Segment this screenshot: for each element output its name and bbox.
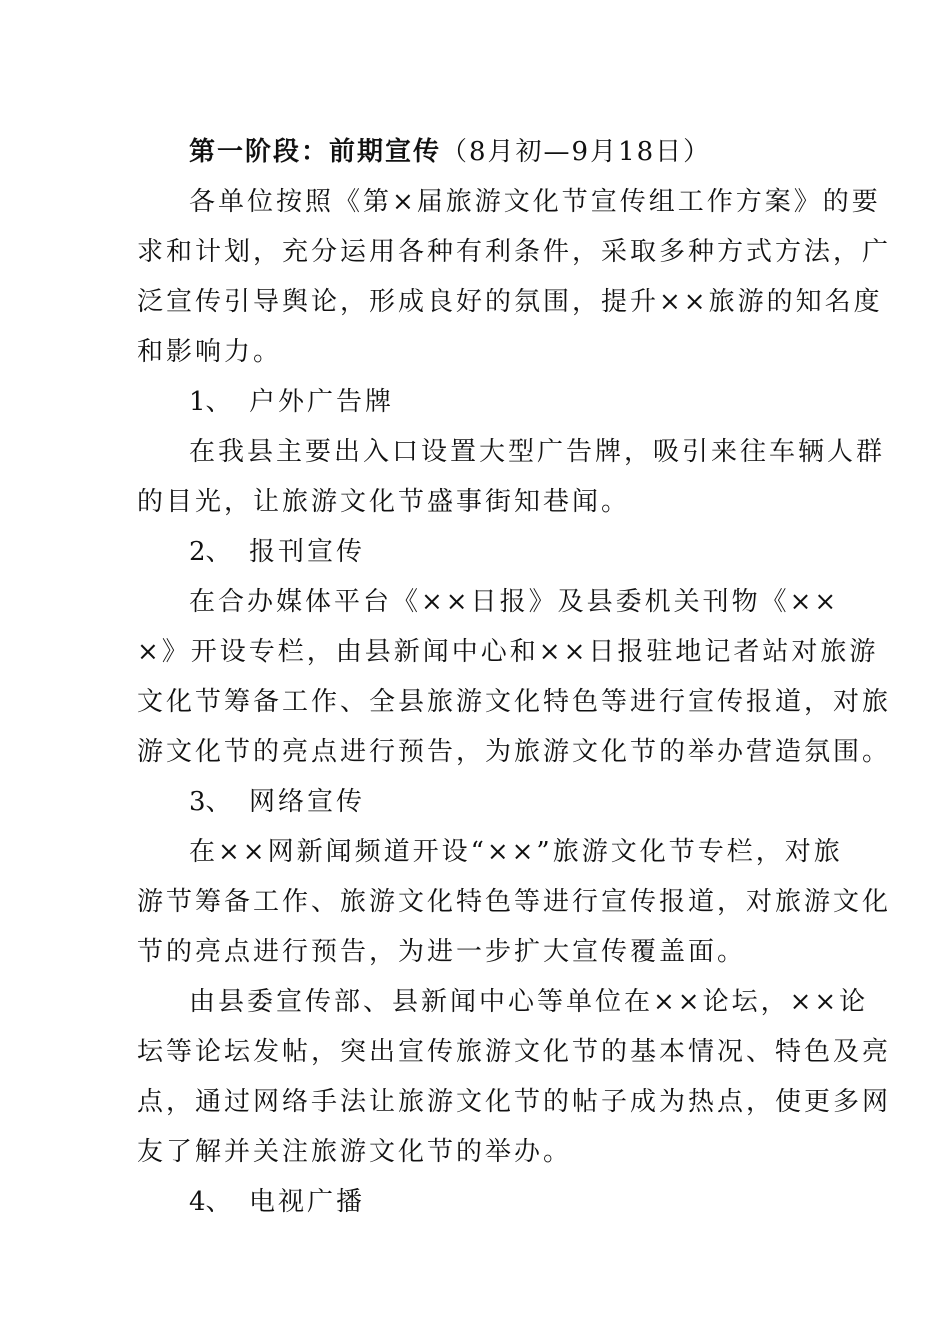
section-title: 户外广告牌 [249, 387, 395, 417]
paragraph-line: 的目光，让旅游文化节盛事街知巷闻。 [137, 487, 631, 517]
paragraph-line: 在××网新闻频道开设“××”旅游文化节专栏，对旅 [189, 837, 843, 867]
section-title: 网络宣传 [249, 787, 366, 817]
section-number: 2、 [189, 537, 232, 567]
section-number: 3、 [189, 787, 232, 817]
paragraph-line: 在合办媒体平台《××日报》及县委机关刊物《×× [189, 587, 840, 617]
section-2-paragraph [137, 577, 892, 777]
section-heading-1 [137, 377, 817, 427]
paragraph-line: 坛等论坛发帖，突出宣传旅游文化节的基本情况、特色及亮 [137, 1037, 892, 1067]
intro-paragraph [137, 177, 892, 377]
paragraph-line: 文化节筹备工作、全县旅游文化特色等进行宣传报道，对旅 [137, 687, 892, 717]
paragraph-line: 友了解并关注旅游文化节的举办。 [137, 1137, 573, 1167]
paragraph-line: 由县委宣传部、县新闻中心等单位在××论坛，××论 [189, 987, 869, 1017]
paragraph-line: 游文化节的亮点进行预告，为旅游文化节的举办营造氛围。 [137, 737, 892, 767]
paragraph-line: 和影响力。 [137, 337, 283, 367]
section-3-paragraph-2 [137, 977, 892, 1177]
paragraph-line: ×》开设专栏，由县新闻中心和××日报驻地记者站对旅游 [137, 637, 879, 667]
phase-heading-dates: （8月初—9月18日） [441, 137, 712, 167]
paragraph-line: 各单位按照《第×届旅游文化节宣传组工作方案》的要 [189, 187, 881, 217]
paragraph-line: 节的亮点进行预告，为进一步扩大宣传覆盖面。 [137, 937, 747, 967]
section-heading-2 [137, 527, 817, 577]
paragraph-line: 游节筹备工作、旅游文化特色等进行宣传报道，对旅游文化 [137, 887, 892, 917]
section-title: 电视广播 [249, 1187, 366, 1217]
section-title: 报刊宣传 [249, 537, 366, 567]
section-heading-3 [137, 777, 817, 827]
phase-heading [137, 127, 817, 177]
phase-heading-title: 第一阶段：前期宣传 [189, 137, 442, 167]
paragraph-line: 在我县主要出入口设置大型广告牌，吸引来往车辆人群 [189, 437, 886, 467]
paragraph-line: 点，通过网络手法让旅游文化节的帖子成为热点，使更多网 [137, 1087, 892, 1117]
section-1-paragraph [137, 427, 886, 527]
section-3-paragraph [137, 827, 892, 977]
section-number: 4、 [189, 1187, 232, 1217]
document-body [137, 127, 892, 1227]
paragraph-line: 求和计划，充分运用各种有利条件，采取多种方式方法，广 [137, 237, 892, 267]
paragraph-line: 泛宣传引导舆论，形成良好的氛围，提升××旅游的知名度 [137, 287, 883, 317]
section-heading-4 [137, 1177, 817, 1227]
section-number: 1、 [189, 387, 232, 417]
